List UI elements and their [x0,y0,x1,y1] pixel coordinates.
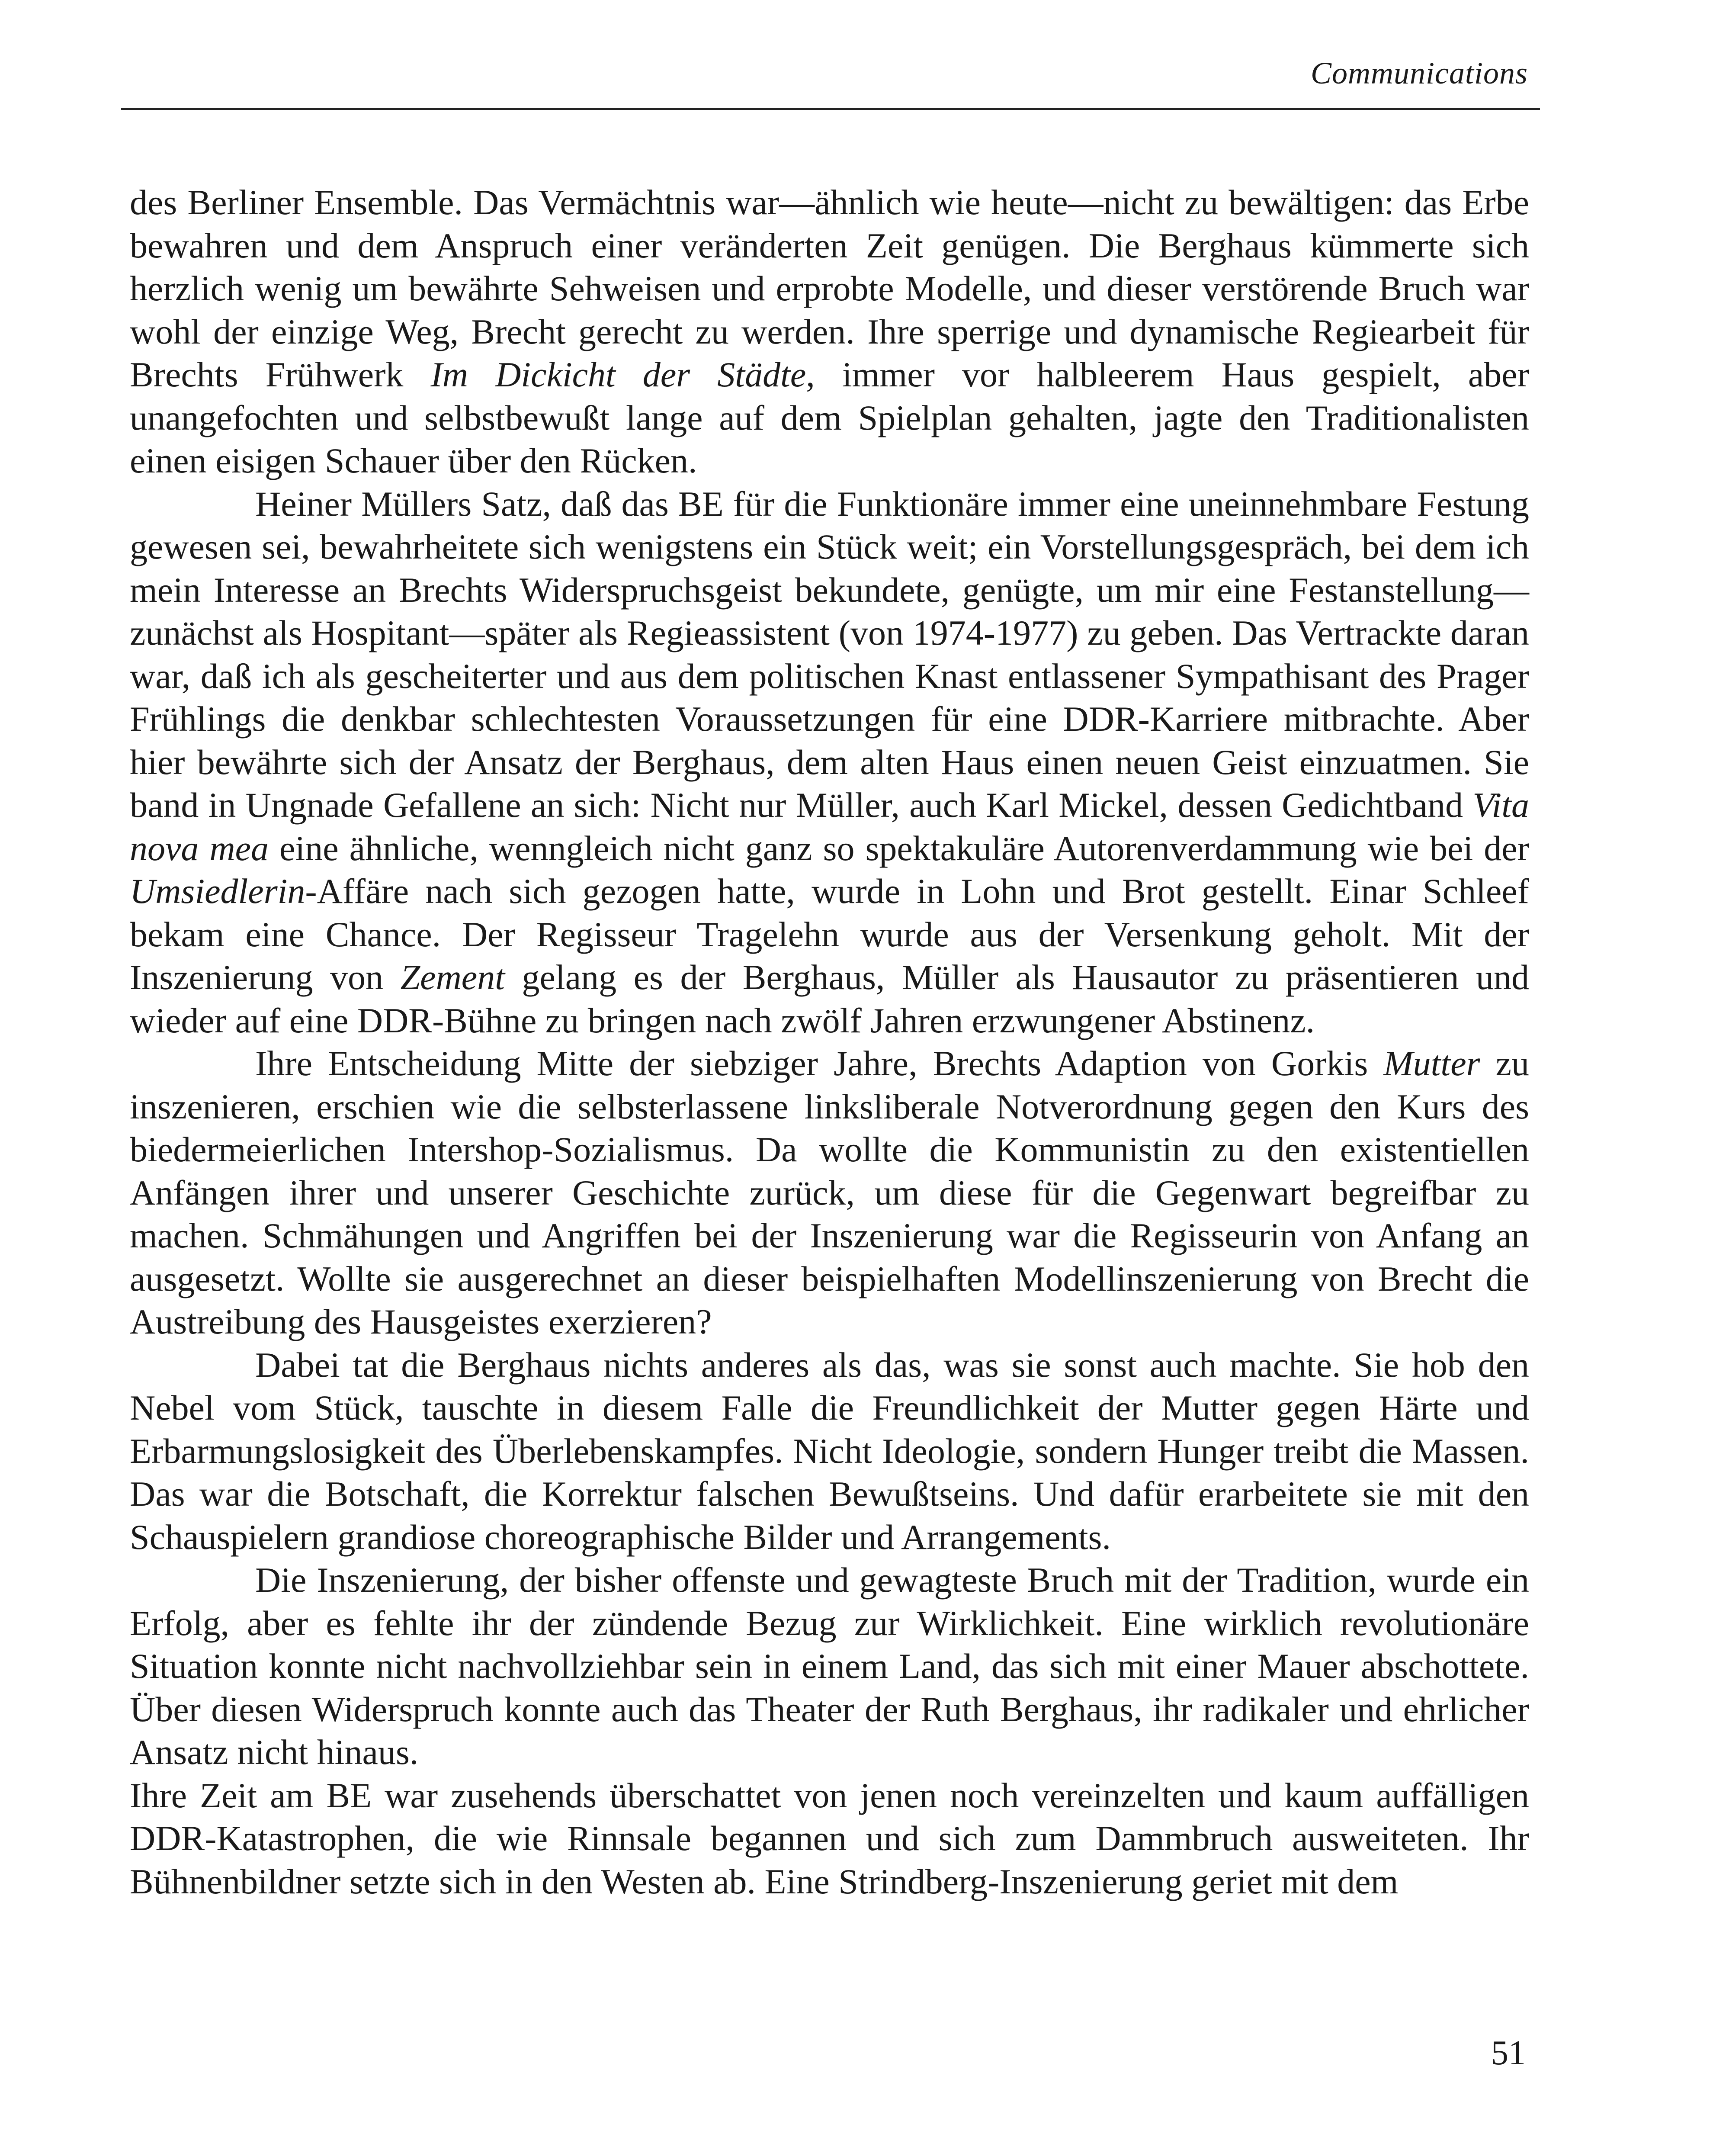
body-text [130,181,1529,1903]
running-head-title: Communications [1310,56,1528,90]
page-number: 51 [1491,2034,1526,2072]
text-run: Ihre Zeit am BE war zusehends überschattet von jenen noch vereinzelten und kaum auffälligen DDR-Katastrophen, die wie Rinnsale begannen und sich zum Dammbruch ausweiteten. Ihr Bühnenbildner setzte sich in den Westen ab. Eine Strindberg-Inszenierung geriet mit dem [130,1775,1529,1901]
text-run: zu inszenieren, erschien wie die selbsterlassene linksliberale Notverordnung gegen den Kurs des biedermeierlichen Intershop-Sozialismus. Da wollte die Kommunistin zu den existentiellen Anfängen ihrer und unserer Geschichte zurück, um diese für die Gegenwart begreifbar zu machen. Schmähungen und Angriffen bei der Inszenierung war die Regisseurin von Anfang an ausgesetzt. Wollte sie ausgerechnet an dieser beispielhaften Modellinszenierung von Brecht die Austreibung des Hausgeistes exerzieren? [130,1044,1529,1341]
text-run: , immer vor halbleerem Haus gespielt, aber unangefochten und selbstbewußt lange auf dem Spielplan gehalten, jagte den Traditionalisten einen eisigen Schauer über den Rücken. [130,355,1529,480]
text-run: eine ähnliche, wenngleich nicht ganz so spektakuläre Autorenverdammung wie bei der [269,828,1529,868]
paragraph-6 [130,1774,1529,1903]
text-run: Dabei tat die Berghaus nichts anderes als das, was sie sonst auch machte. Sie hob den Nebel vom Stück, tauschte in diesem Falle die Freundlichkeit der Mutter gegen Härte und Erbarmungslosigkeit des Überlebenskampfes. Nicht Ideologie, sondern Hunger treibt die Massen. Das war die Botschaft, die Korrektur falschen Bewußtseins. Und dafür erarbeitete sie mit den Schauspielern grandiose choreographische Bilder und Arrangements. [130,1345,1529,1557]
work-title-italic: Zement [400,958,505,997]
text-run: Ihre Entscheidung Mitte der siebziger Jahre, Brechts Adaption von Gorkis [255,1044,1384,1083]
paragraph-2 [130,482,1529,1042]
text-run: gelang es der Berghaus, Müller als Hausautor zu präsentieren und wieder auf eine DDR-Bühne zu bringen nach zwölf Jahren erzwungener Abstinenz. [130,958,1529,1040]
paragraph-5 [130,1558,1529,1774]
paragraph-1 [130,181,1529,482]
text-run: -Affäre nach sich gezogen hatte, wurde in Lohn und Brot gestellt. Einar Schleef bekam eine Chance. Der Regisseur Tragelehn wurde aus der Versenkung geholt. Mit der Inszenierung von [130,871,1529,997]
work-title-italic: Vita nova mea [130,785,1529,868]
paragraph-3 [130,1042,1529,1343]
work-title-italic: Umsiedlerin [130,871,305,911]
work-title-italic: Mutter [1383,1044,1480,1083]
text-run: Die Inszenierung, der bisher offenste und gewagteste Bruch mit der Tradition, wurde ein Erfolg, aber es fehlte ihr der zündende Bezug zur Wirklichkeit. Eine wirklich revolutionäre Situation konnte nicht nachvollziehbar sein in einem Land, das sich mit einer Mauer abschottete. Über diesen Widerspruch konnte auch das Theater der Ruth Berghaus, ihr radikaler und ehrlicher Ansatz nicht hinaus. [130,1560,1529,1772]
header-rule [121,108,1540,110]
paragraph-4 [130,1343,1529,1559]
text-run: Heiner Müllers Satz, daß das BE für die Funktionäre immer eine uneinnehmbare Festung gewesen sei, bewahrheitete sich wenigstens ein Stück weit; ein Vorstellungsgespräch, bei dem ich mein Interesse an Brechts Widerspruchsgeist bekundete, genügte, um mir eine Festanstellung—zunächst als Hospitant—später als Regieassistent (von 1974-1977) zu geben. Das Vertrackte daran war, daß ich als gescheiterter und aus dem politischen Knast entlassener Sympathisant des Prager Frühlings die denkbar schlechtesten Voraussetzungen für eine DDR-Karriere mitbrachte. Aber hier bewährte sich der Ansatz der Berghaus, dem alten Haus einen neuen Geist einzuatmen. Sie band in Ungnade Gefallene an sich: Nicht nur Müller, auch Karl Mickel, dessen Gedichtband [130,484,1529,825]
text-run: des Berliner Ensemble. Das Vermächtnis war—ähnlich wie heute—nicht zu bewältigen: das Erbe bewahren und dem Anspruch einer veränderten Zeit genügen. Die Berghaus kümmerte sich herzlich wenig um bewährte Sehweisen und erprobte Modelle, und dieser verstörende Bruch war wohl der einzige Weg, Brecht gerecht zu werden. Ihre sperrige und dynamische Regiearbeit für Brechts Frühwerk [130,183,1529,394]
work-title-italic: Im Dickicht der Städte [430,355,806,394]
